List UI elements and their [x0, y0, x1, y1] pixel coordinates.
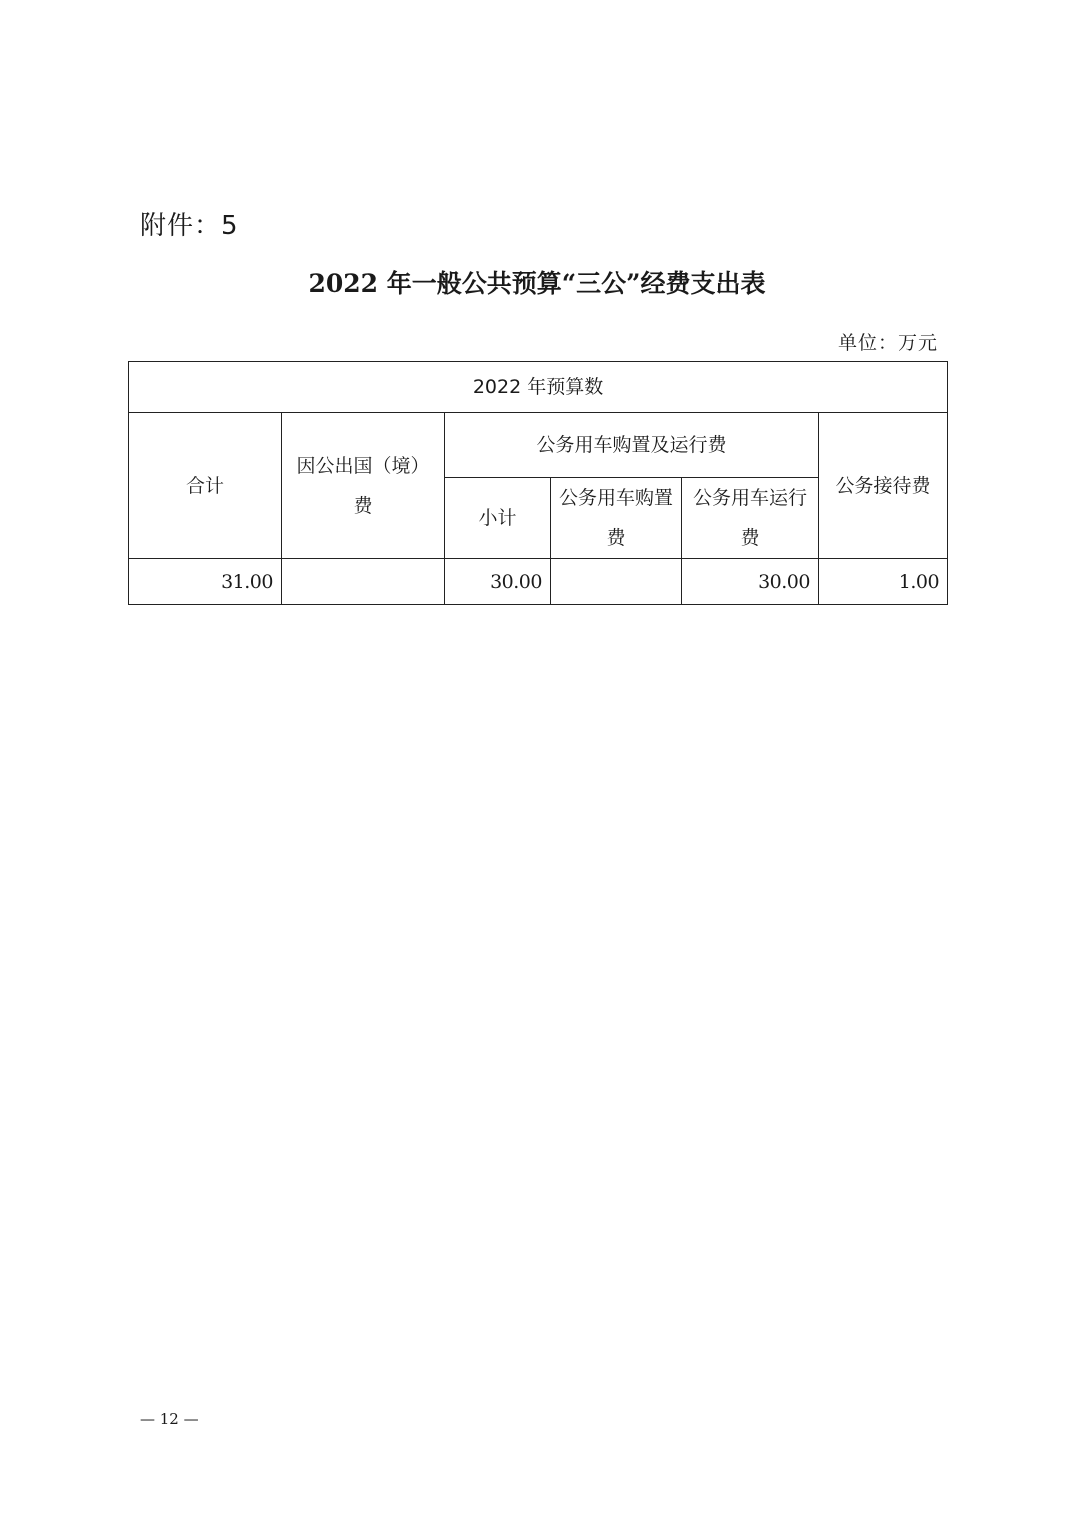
cell-overseas [282, 559, 445, 605]
header-total: 合计 [129, 413, 282, 559]
cell-subtotal: 30.00 [445, 559, 551, 605]
cell-reception: 1.00 [819, 559, 948, 605]
page-number: — 12 — [140, 1410, 199, 1428]
table-row [129, 559, 948, 605]
cell-vehicle-operation: 30.00 [682, 559, 819, 605]
cell-total: 31.00 [129, 559, 282, 605]
table-header-row-top [129, 362, 948, 413]
header-subtotal: 小计 [445, 478, 551, 559]
header-overseas: 因公出国（境）费 [282, 413, 445, 559]
header-budget-year: 2022 年预算数 [129, 362, 948, 413]
header-vehicle-purchase: 公务用车购置费 [551, 478, 682, 559]
table-header-row-mid [129, 413, 948, 478]
budget-table [128, 361, 948, 605]
header-reception: 公务接待费 [819, 413, 948, 559]
cell-vehicle-purchase [551, 559, 682, 605]
header-vehicle-group: 公务用车购置及运行费 [445, 413, 819, 478]
page-title: 2022 年一般公共预算“三公”经费支出表 [308, 269, 766, 298]
unit-note: 单位：万元 [837, 332, 938, 354]
attachment-label: 附件：5 [140, 211, 239, 241]
header-vehicle-operation: 公务用车运行费 [682, 478, 819, 559]
